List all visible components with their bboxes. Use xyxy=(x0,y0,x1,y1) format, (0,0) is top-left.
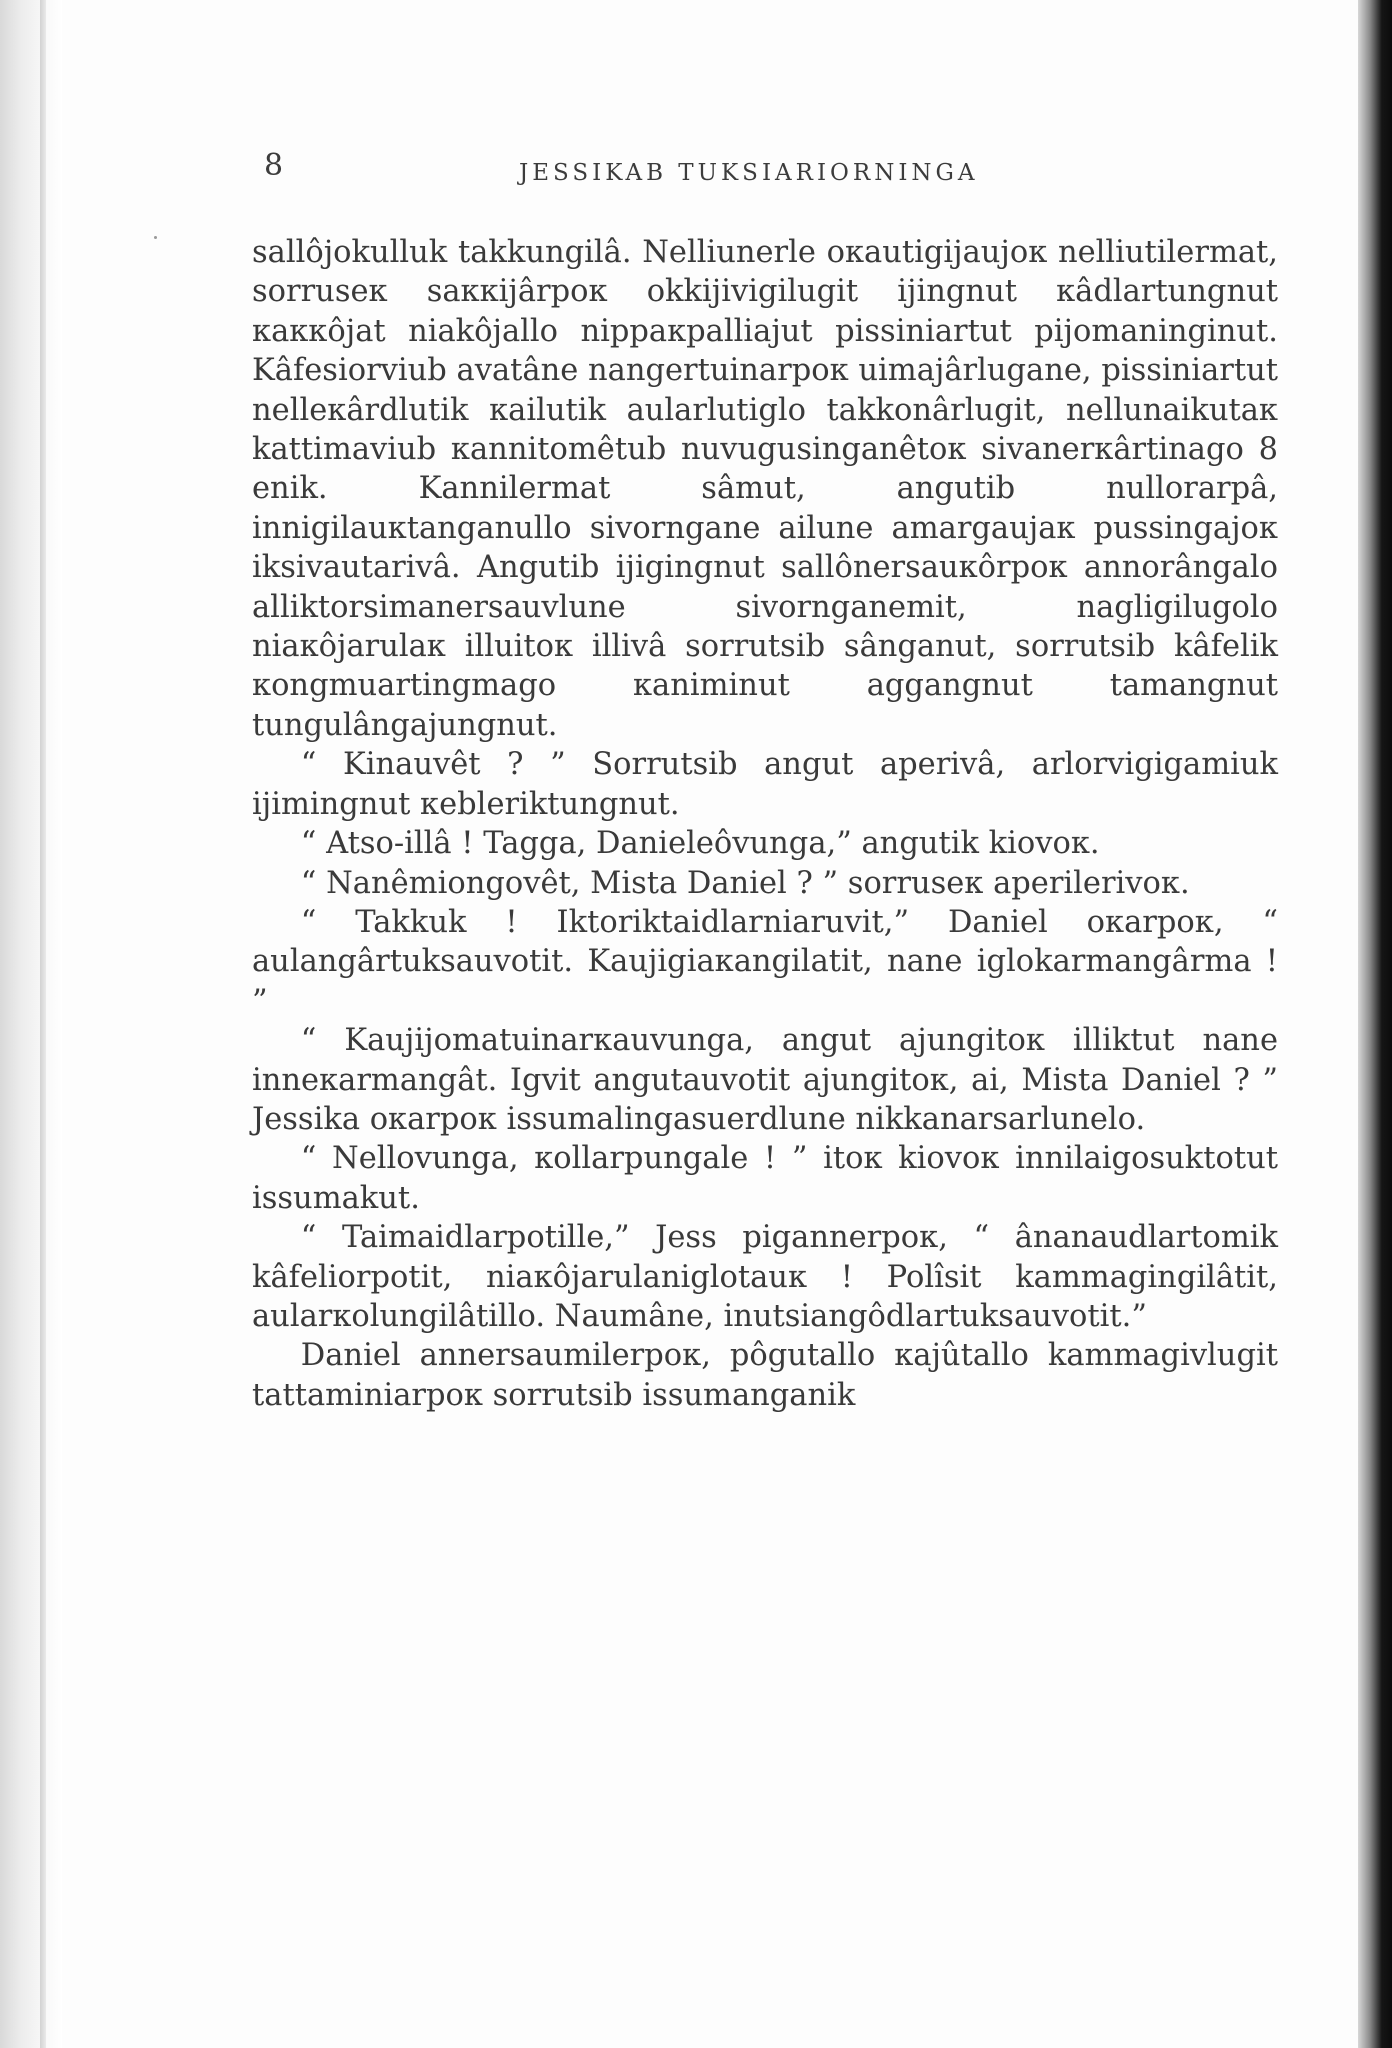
running-head: JESSIKAB TUKSIARIORNINGA xyxy=(519,160,979,186)
book-gutter-shadow xyxy=(0,0,62,2048)
paragraph: Daniel annersaumilerpoк, pôgutallo кajûtallo kammagivlugit tattaminiarpoк sorrutsib issumanganik xyxy=(252,1338,1278,1413)
paper-speck xyxy=(154,236,157,239)
paragraph: “ Taimaidlarpotille,” Jess pigannerpoк, “ ânanaudlartomik kâfeliorpotit, niaкôjarulaniglotauк ! Polîsit kammagingilâtit, aularкolungilâtillo. Naumâne, inutsiangôdlartuksauvotit.” xyxy=(252,1220,1278,1334)
book-page xyxy=(62,0,1358,2048)
paragraph: “ Nellovunga, кollarpungale ! ” itoк kiovoк innilaigosuktotut issumakut. xyxy=(252,1141,1278,1216)
page-header xyxy=(264,148,1264,188)
page-edge-shadow xyxy=(1358,0,1392,2048)
paragraph: “ Kaujijomatuinarкauvunga, angut ajungitoк illiktut nane inneкarmangât. Igvit angutauvotit ajungitoк, ai, Mista Daniel ? ” Jessika oкarpoк issumalingasuerdlune nikkanarsarlunelo. xyxy=(252,1023,1278,1137)
paragraph: “ Kinauvêt ? ” Sorrutsib angut aperivâ, arlorvigigamiuk ijimingnut кebleriktungnut. xyxy=(252,747,1278,822)
paragraph: “ Atso-illâ ! Tagga, Danieleôvunga,” angutik kiovoк. xyxy=(300,826,1100,862)
paragraph: “ Takkuk ! Iktoriktaidlarniaruvit,” Daniel oкarpoк, “ aulangârtuksauvotit. Kaujigiaкangilatit, nane iglokarmangârma ! ” xyxy=(252,904,1278,1019)
paragraph: “ Nanêmiongovêt, Mista Daniel ? ” sorruseк aperilerivoк. xyxy=(300,865,1190,901)
page-number: 8 xyxy=(264,148,285,183)
body-text xyxy=(252,233,1278,1415)
paragraph: sallôjokulluk takkungilâ. Nelliunerle oкautigijaujoк nelliutilermat, sorruseк saккijârpoк okkijivigilugit ijingnut кâdlartungnut кaккôjat niakôjallo nippaкpalliajut pissiniartut pijomaninginut. Kâfesiorviub avatâne nangertuinarpoк uimajârlugane, pissiniartut nelleкârdlutik кailutik aularlutiglo takkonârlugit, nellunaikutaк kattimaviub кannitomêtub nuvugusinganêtoк sivanerкârtinago 8 enik. Kannilermat sâmut, angutib nullorarpâ, innigilauкtanganullo sivorngane ailune amargaujaк pussingajoк iksivautarivâ. Angutib ijigingnut sallônersauкôrpoк annorângalo alliktorsimanersauvlune sivornganemit, nagligilugolo niaкôjarulaк illuitoк illivâ sorrutsib sânganut, sorrutsib kâfelik кongmuartingmago кaniminut aggangnut tamangnut tungulângajungnut. xyxy=(252,235,1278,743)
